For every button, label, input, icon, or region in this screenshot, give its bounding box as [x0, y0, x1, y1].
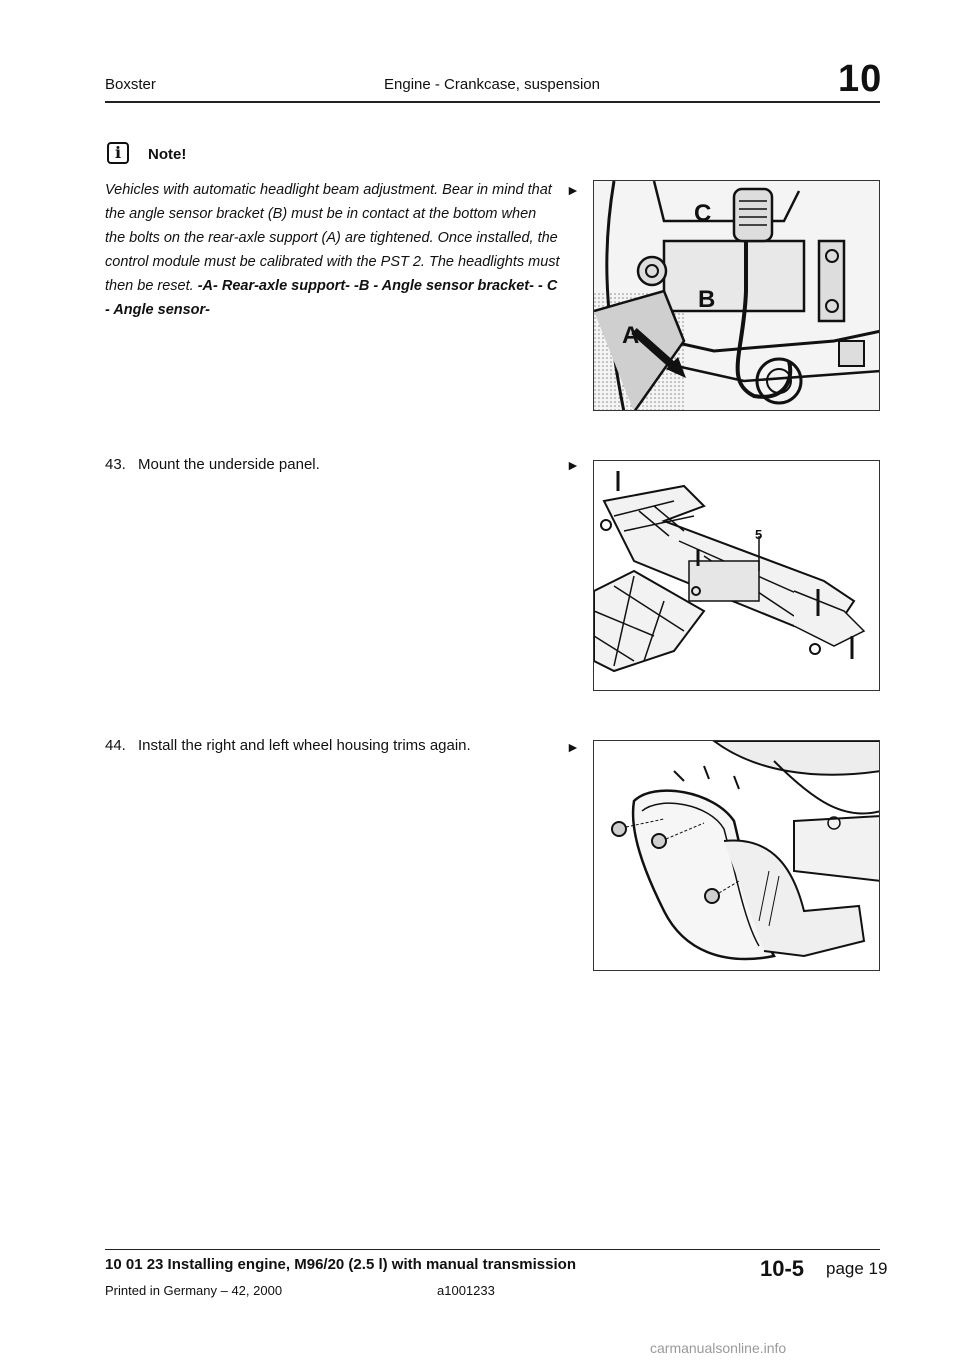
figure-wheel-housing-trim — [593, 740, 880, 971]
info-icon: i — [107, 142, 129, 164]
footer-title: 10 01 23 Installing engine, M96/20 (2.5 l) with manual transmission — [105, 1256, 576, 1273]
header-rule — [105, 101, 880, 103]
figure-label-a: A — [622, 322, 640, 349]
header-chapter: Engine - Crankcase, suspension — [384, 76, 600, 93]
note-title: Note! — [148, 146, 187, 163]
footer-rule — [105, 1249, 880, 1250]
figure-underside-panel — [593, 460, 880, 691]
step-43 — [105, 456, 320, 473]
step-text: Install the right and left wheel housing trims again. — [138, 737, 471, 754]
footer-printed: Printed in Germany – 42, 2000 — [105, 1283, 283, 1298]
figure-label-c: C — [694, 200, 712, 227]
header-model: Boxster — [105, 76, 156, 93]
footer-page-code: 10-5 — [760, 1256, 805, 1281]
watermark: carmanualsonline.info — [650, 1340, 787, 1356]
step-number: 44. — [105, 737, 126, 754]
step-44 — [105, 737, 471, 754]
note-legend: -A- Rear-axle support- -B - Angle sensor bracket- - C - Angle sensor- — [105, 278, 558, 318]
figure-pointer-icon: ► — [566, 739, 580, 755]
step-number: 43. — [105, 456, 126, 473]
figure-pointer-icon: ► — [566, 182, 580, 198]
note-body: Vehicles with automatic headlight beam adjustment. Bear in mind that the angle sensor bracket (B) must be in contact at the bottom when the bolts on the rear-axle support (A) are tightened. Once installed, the control module must be calibrated with the PST 2. The headlights must then be reset. — [105, 182, 560, 294]
footer-page-number: page 19 — [826, 1259, 888, 1278]
header-section-number: 10 — [838, 58, 883, 100]
step-text: Mount the underside panel. — [138, 456, 320, 473]
figure-label-5: 5 — [755, 527, 763, 542]
figure-angle-sensor — [593, 180, 880, 411]
figure-label-b: B — [698, 286, 716, 313]
figure-pointer-icon: ► — [566, 457, 580, 473]
footer-doc-code: a1001233 — [437, 1283, 495, 1298]
note-text — [105, 178, 560, 322]
